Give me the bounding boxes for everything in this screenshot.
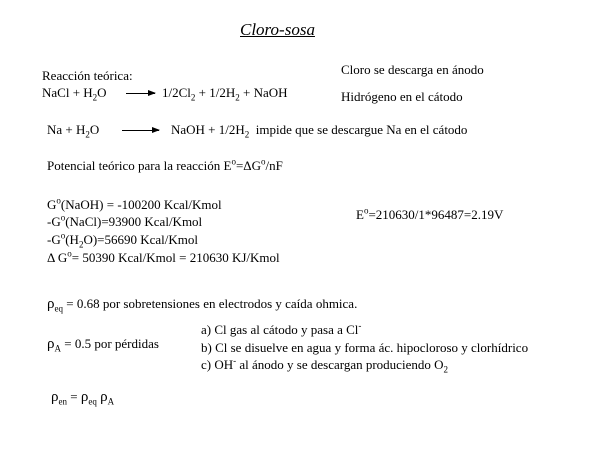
reaction2-lhs: $Na + H_2O$ bbox=[47, 122, 100, 140]
loss-a: a) Cl gas al cátodo y pasa a Cl- bbox=[201, 320, 362, 337]
reaction2-arrow bbox=[122, 130, 159, 131]
gibbs-h2o: $-G^o(H_2O)=56690$ Kcal/Kmol bbox=[47, 230, 198, 250]
reaction-rhs: $1/2Cl_2 + 1/2H_2$ + NaOH bbox=[162, 85, 288, 103]
reaction-label: Reacción teórica: bbox=[42, 68, 133, 83]
rho-a: $\rho_A = 0.5$ por pérdidas bbox=[47, 336, 159, 354]
reaction-lhs: NaCl + $H_2O$ bbox=[42, 85, 107, 103]
reaction2-rhs: NaOH + $1/2H_2$ impide que se descargue Na en el cátodo bbox=[171, 122, 468, 140]
gibbs-total: Δ $G^o= 50390$ Kcal/Kmol = 210630 KJ/Kmol bbox=[47, 248, 280, 265]
loss-c: c) OH- al ánodo y se descargan produciendo $O_2$ bbox=[201, 355, 448, 375]
eo-value: $E^o=210630/1*96487=2.19V$ bbox=[356, 205, 504, 222]
hydrogen-note: Hidrógeno en el cátodo bbox=[341, 89, 463, 104]
gibbs-naoh: $G^o(NaOH) = -100200$ Kcal/Kmol bbox=[47, 195, 222, 212]
gibbs-nacl: $-G^o(NaCl)=93900$ Kcal/Kmol bbox=[47, 212, 203, 229]
loss-b: b) Cl se disuelve en agua y forma ác. hipocloroso y clorhídrico bbox=[201, 340, 529, 355]
chlorine-note: Cloro se descarga en ánodo bbox=[341, 62, 484, 77]
rho-en: $\rho_{en} = \rho_{eq}$ $\rho_A$ bbox=[51, 389, 115, 407]
reaction-arrow bbox=[126, 93, 155, 94]
rho-eq: $\rho_{eq} = 0.68$ por sobretensiones en electrodos y caída ohmica. bbox=[47, 296, 358, 314]
page-title: Cloro-sosa bbox=[240, 20, 315, 39]
potential-line: Potencial teórico para la reacción $E^o=\Delta G^o/nF$ bbox=[47, 156, 283, 173]
